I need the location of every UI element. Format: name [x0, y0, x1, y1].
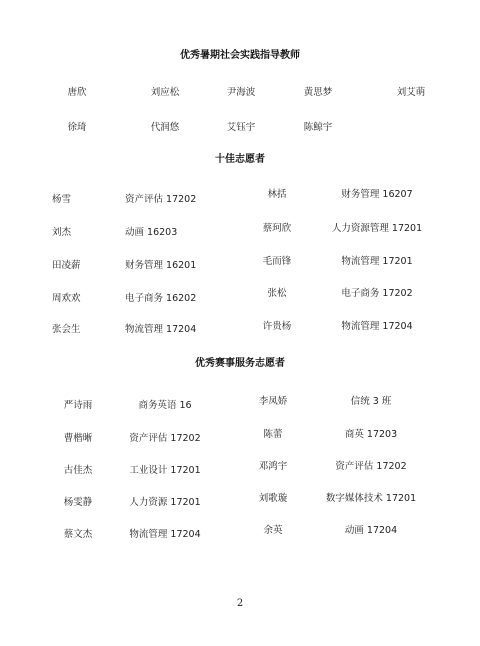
volunteer-class: 财务管理 16207: [341, 189, 413, 200]
volunteer-class: 物流管理 17204: [129, 529, 201, 540]
volunteer-class: 商务英语 16: [138, 400, 192, 411]
volunteer-class: 动画 17204: [344, 525, 398, 536]
volunteer-name: 周欢欢: [52, 293, 81, 304]
volunteer-name: 刘杰: [52, 227, 72, 238]
volunteer-class: 信统 3 班: [350, 396, 392, 407]
volunteer-name: 张会生: [52, 324, 81, 335]
volunteer-name: 蔡文杰: [63, 529, 93, 540]
volunteer-name: 杨雪: [52, 194, 72, 205]
volunteer-class: 动画 16203: [125, 227, 178, 238]
volunteer-name: 田凌薪: [52, 260, 81, 271]
volunteer-name: 毛而锋: [262, 256, 292, 267]
volunteer-class: 物流管理 17204: [341, 321, 413, 332]
teacher-name: 尹海波: [226, 87, 256, 98]
volunteer-name: 蔡珂欣: [262, 223, 292, 234]
teacher-name: 刘艾萌: [396, 87, 426, 98]
volunteer-class: 数字媒体技术 17201: [325, 493, 417, 504]
teacher-name: 刘应松: [150, 87, 180, 98]
volunteer-name: 杨雯静: [63, 497, 93, 508]
volunteer-class: 资产评估 17202: [125, 194, 197, 205]
volunteer-class: 资产评估 17202: [129, 433, 201, 444]
volunteer-class: 物流管理 17204: [125, 324, 197, 335]
volunteer-class: 财务管理 16201: [125, 260, 197, 271]
teacher-name: 黄思梦: [303, 87, 333, 98]
volunteer-class: 电子商务 17202: [341, 288, 413, 299]
volunteer-name: 陈蕾: [263, 429, 283, 440]
page-number: 2: [236, 598, 244, 609]
volunteer-name: 林括: [267, 189, 287, 200]
volunteer-name: 张松: [267, 288, 287, 299]
volunteer-class: 物流管理 17201: [341, 256, 413, 267]
teacher-name: 艾钰宇: [226, 122, 256, 133]
teacher-name: 陈鲸宇: [303, 122, 333, 133]
volunteer-name: 邓鸿宇: [258, 461, 288, 472]
teacher-name: 徐琦: [67, 122, 87, 133]
volunteer-name: 许贵杨: [262, 321, 292, 332]
volunteer-class: 人力资源 17201: [129, 497, 201, 508]
volunteer-name: 曹楷晰: [63, 433, 93, 444]
volunteer-name: 李凤娇: [258, 396, 288, 407]
section-title-top-ten: 十佳志愿者: [215, 154, 265, 165]
teacher-name: 代润悠: [150, 122, 180, 133]
volunteer-class: 资产评估 17202: [335, 461, 407, 472]
volunteer-class: 人力资源管理 17201: [331, 223, 423, 234]
volunteer-name: 古佳杰: [63, 465, 93, 476]
teacher-name: 唐欣: [67, 87, 87, 98]
volunteer-name: 刘歌璇: [258, 493, 288, 504]
section-title-event-service: 优秀赛事服务志愿者: [195, 358, 285, 369]
volunteer-class: 电子商务 16202: [125, 293, 197, 304]
volunteer-name: 余英: [263, 525, 283, 536]
volunteer-class: 商英 17203: [344, 429, 398, 440]
volunteer-class: 工业设计 17201: [129, 465, 201, 476]
section-title-teachers: 优秀暑期社会实践指导教师: [180, 50, 300, 61]
volunteer-name: 严诗雨: [63, 400, 93, 411]
